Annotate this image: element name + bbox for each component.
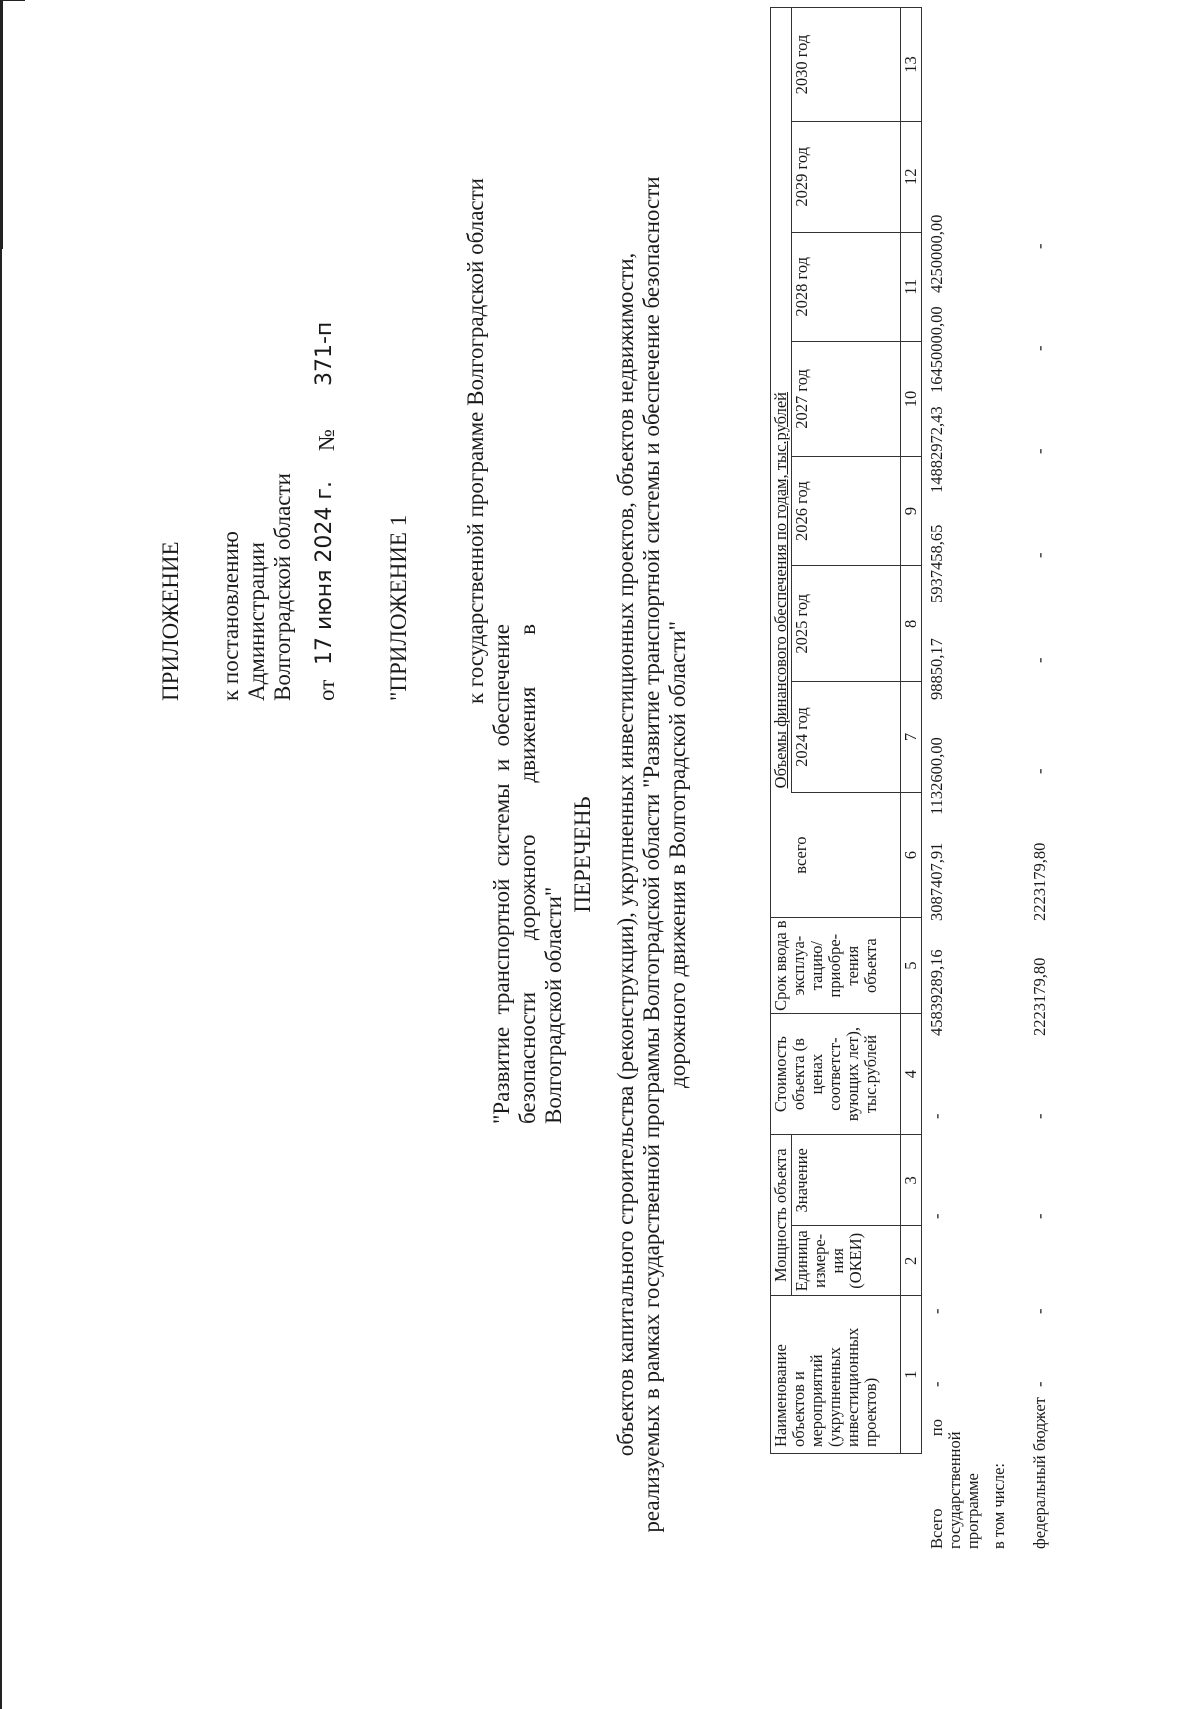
row-label: федеральный бюджет — [1030, 1397, 1049, 1549]
cell-year: - — [1030, 552, 1049, 558]
cell-year: 3087407,91 — [927, 842, 946, 921]
cell-year: 5937458,65 — [927, 524, 946, 603]
cell-cost: - — [927, 1213, 946, 1219]
cell-value: - — [927, 1308, 946, 1314]
appendix-one-title: "ПРИЛОЖЕНИЕ 1 — [386, 514, 411, 701]
cell-unit: - — [927, 1381, 946, 1387]
date-prefix: от — [314, 679, 339, 701]
appendix-one-text: к государственной программе Волгоградской области "Развитие транспортной системы и обеспечение безопасности дорожного движения в Волгоградской области" — [463, 178, 566, 1124]
row-label: в том числе: — [989, 1462, 1008, 1549]
col-financing-header: Объемы финансового обеспечения по годам, тыс.рублей — [771, 8, 792, 793]
cell-total: 2223179,80 — [1030, 957, 1049, 1036]
col-number: 12 — [901, 121, 922, 232]
cell-year: 98850,17 — [927, 638, 946, 700]
number-prefix: № — [314, 429, 339, 451]
cell-year: 1132600,00 — [927, 737, 946, 815]
decree-line: Волгоградской области — [270, 473, 295, 701]
appendix-title: ПРИЛОЖЕНИЕ — [158, 541, 183, 701]
col-value-header: Значение — [792, 1135, 901, 1226]
scan-mark-corner — [0, 0, 25, 1]
table-row-federal — [1031, 9, 1053, 1549]
row-label: Всего по государственной программе — [927, 1419, 982, 1549]
decree-date: 17 июня 2024 г. — [312, 481, 337, 665]
col-term-header: Срок ввода в эксплуа- тацию/ приобре- тения объекта — [771, 918, 901, 1014]
decree-number: 371-п — [312, 321, 337, 386]
col-number: 2 — [901, 1226, 922, 1296]
list-subtitle-line2: реализуемых в рамках государственной программы Волгоградской области "Развитие транспортной системы и обеспечение безопасности — [639, 176, 664, 1533]
list-subtitle-line1: объектов капитального строительства (реконструкции), укрупненных инвестиционных проектов, объектов недвижимости, — [613, 252, 638, 1457]
col-number: 6 — [901, 792, 922, 918]
cell-total: 45839289,16 — [927, 949, 946, 1036]
col-number: 8 — [901, 566, 922, 682]
col-number: 7 — [901, 682, 922, 793]
col-number: 13 — [901, 8, 922, 122]
col-number: 11 — [901, 232, 922, 341]
decree-line: к постановлению — [218, 531, 243, 701]
col-cost-header: Стоимость объекта (в ценах соответст- вующих лет), тыс.рублей — [771, 1013, 901, 1134]
col-year-header: 2024 год — [792, 682, 901, 793]
col-year-header: 2026 год — [792, 456, 901, 565]
col-number: 3 — [901, 1135, 922, 1226]
col-capacity-header: Мощность объекта — [771, 1135, 792, 1296]
scan-edge-top — [0, 0, 2, 1709]
cell-term: - — [1030, 1113, 1049, 1119]
decree-date-line — [314, 301, 344, 701]
cell-year: - — [1030, 345, 1049, 351]
table-row-total — [927, 9, 982, 1549]
col-number: 5 — [901, 918, 922, 1014]
appendix-header — [158, 473, 296, 701]
cell-year: 4250000,00 — [927, 214, 946, 293]
col-name-header: Наименование объектов и мероприятий (укрупненных инвестиционных проектов) — [771, 1296, 901, 1454]
col-number: 1 — [901, 1296, 922, 1454]
cell-year: 16450000,00 — [927, 306, 946, 393]
cell-unit: - — [1030, 1381, 1049, 1387]
col-number: 4 — [901, 1013, 922, 1134]
cell-year: - — [1030, 768, 1049, 774]
cell-term: - — [927, 1113, 946, 1119]
table-row-subheading — [990, 9, 1012, 1549]
cell-year: 2223179,80 — [1030, 842, 1049, 921]
col-unit-header: Единица измере- ния (ОКЕИ) — [792, 1226, 901, 1296]
cell-value: - — [1030, 1308, 1049, 1314]
col-year-header: 2025 год — [792, 566, 901, 682]
col-total-header: всего — [792, 792, 901, 918]
cell-cost: - — [1030, 1213, 1049, 1219]
col-year-header: 2030 год — [792, 8, 901, 122]
cell-year: - — [1030, 243, 1049, 249]
list-heading: ПЕРЕЧЕНЬ — [570, 796, 595, 913]
col-year-header: 2028 год — [792, 232, 901, 341]
col-year-header: 2027 год — [792, 342, 901, 457]
cell-year: 14882972,43 — [927, 406, 946, 493]
cell-year: - — [1030, 448, 1049, 454]
objects-table — [770, 7, 922, 1454]
cell-year: - — [1030, 657, 1049, 663]
col-number: 10 — [901, 342, 922, 457]
decree-line: Администрации — [244, 542, 269, 701]
col-number: 9 — [901, 456, 922, 565]
scan-mark-right — [0, 0, 3, 249]
list-subtitle-line3: дорожного движения в Волгоградской области" — [665, 621, 690, 1088]
col-year-header: 2029 год — [792, 121, 901, 232]
